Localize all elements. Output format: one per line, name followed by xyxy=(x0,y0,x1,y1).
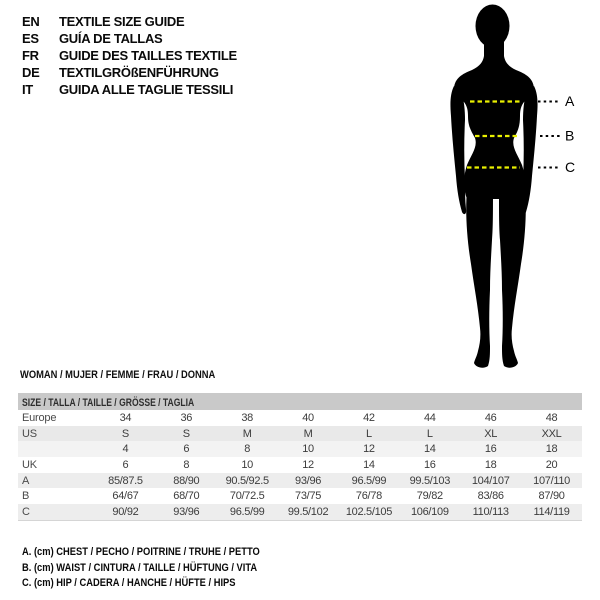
table-row xyxy=(18,426,582,442)
size-value: 104/107 xyxy=(471,474,510,487)
size-value: 93/96 xyxy=(173,505,200,518)
size-value: 40 xyxy=(302,411,314,424)
size-value: 96.5/99 xyxy=(229,505,265,518)
size-value: 106/109 xyxy=(410,505,449,518)
silhouette-left-leg xyxy=(466,190,493,368)
row-label: B xyxy=(22,490,30,503)
legend-waist: B. (cm) WAIST / CINTURA / TAILLE / HÜFTUNG / VITA xyxy=(22,561,258,574)
language-list xyxy=(22,13,237,98)
size-value: 88/90 xyxy=(173,474,200,487)
row-label: A xyxy=(22,474,30,487)
size-value: 6 xyxy=(183,443,190,456)
size-value: 4 xyxy=(122,443,129,456)
size-value: 93/96 xyxy=(295,474,322,487)
size-value: 36 xyxy=(180,411,193,424)
body-silhouette-figure xyxy=(420,0,600,380)
size-value: 76/78 xyxy=(355,490,382,503)
size-value: 87/90 xyxy=(538,490,565,503)
size-value: 44 xyxy=(423,411,436,424)
size-value: 107/110 xyxy=(533,474,570,487)
language-title: GUÍA DE TALLAS xyxy=(59,31,163,46)
size-value: 6 xyxy=(122,458,129,471)
table-row xyxy=(18,473,582,489)
size-table xyxy=(18,393,582,521)
woman-section-title: WOMAN / MUJER / FEMME / FRAU / DONNA xyxy=(20,369,216,381)
silhouette-left-arm xyxy=(450,86,466,214)
language-code: DE xyxy=(22,65,40,80)
size-value: 18 xyxy=(545,443,558,456)
size-value: 110/113 xyxy=(472,505,509,518)
language-title: GUIDA ALLE TAGLIE TESSILI xyxy=(59,82,234,97)
size-value: 73/75 xyxy=(295,490,322,503)
language-row-de xyxy=(22,64,237,81)
size-value: 70/72.5 xyxy=(229,490,265,503)
size-value: 12 xyxy=(302,458,314,471)
table-row xyxy=(18,410,582,426)
size-value: 85/87.5 xyxy=(108,474,143,487)
size-value: 99.5/102 xyxy=(287,505,329,518)
table-row xyxy=(18,457,582,473)
size-value: 14 xyxy=(363,458,375,471)
marker-label-b: B xyxy=(565,127,575,144)
language-code: ES xyxy=(22,31,39,46)
language-code: IT xyxy=(22,82,33,97)
size-value: M xyxy=(303,427,313,440)
legend-hip: C. (cm) HIP / CADERA / HANCHE / HÜFTE / HIPS xyxy=(22,577,236,589)
woman-silhouette xyxy=(450,5,537,368)
size-value: 102.5/105 xyxy=(345,505,393,518)
size-value: 18 xyxy=(484,458,497,471)
size-value: 12 xyxy=(363,443,375,456)
size-value: 10 xyxy=(241,458,253,471)
table-header-title: SIZE / TALLA / TAILLE / GRÖSSE / TAGLIA xyxy=(22,397,195,409)
table-row xyxy=(18,504,582,521)
size-value: 48 xyxy=(545,411,558,424)
size-value: L xyxy=(366,427,372,440)
size-value: 10 xyxy=(302,443,314,456)
row-label: Europe xyxy=(22,411,57,424)
size-value: XXL xyxy=(541,427,562,440)
language-title: TEXTILGRÖßENFÜHRUNG xyxy=(59,65,219,80)
marker-label-a: A xyxy=(565,93,575,109)
size-value: 34 xyxy=(119,411,132,424)
size-value: 114/119 xyxy=(533,505,570,518)
language-code: FR xyxy=(22,48,39,63)
size-value: 16 xyxy=(423,458,436,471)
language-row-it xyxy=(22,81,237,98)
table-header-band xyxy=(18,393,582,410)
marker-label-c: C xyxy=(565,159,576,175)
size-value: 68/70 xyxy=(173,490,200,503)
size-value: M xyxy=(242,427,252,440)
language-row-en xyxy=(22,13,237,30)
table-body xyxy=(18,410,582,521)
silhouette-right-leg xyxy=(499,190,526,368)
size-value: 79/82 xyxy=(416,490,443,503)
size-value: 96.5/99 xyxy=(351,474,387,487)
language-code: EN xyxy=(22,14,40,29)
language-row-fr xyxy=(22,47,237,64)
legend-chest: A. (cm) CHEST / PECHO / POITRINE / TRUHE / PETTO xyxy=(22,546,260,558)
size-value: 16 xyxy=(484,443,497,456)
table-row xyxy=(18,441,582,457)
size-value: 8 xyxy=(244,443,251,456)
size-value: 64/67 xyxy=(112,490,139,503)
silhouette-svg xyxy=(420,0,600,380)
size-value: L xyxy=(426,427,433,440)
size-value: 83/86 xyxy=(477,490,504,503)
table-row xyxy=(18,488,582,504)
size-value: 90.5/92.5 xyxy=(225,474,269,487)
size-value: S xyxy=(121,427,129,440)
size-value: 42 xyxy=(363,411,375,424)
language-title: TEXTILE SIZE GUIDE xyxy=(59,14,185,29)
size-value: 14 xyxy=(423,443,436,456)
size-value: XL xyxy=(484,427,498,440)
size-value: 20 xyxy=(545,458,558,471)
row-label: US xyxy=(22,427,37,440)
silhouette-torso xyxy=(454,40,534,199)
size-value: 99.5/103 xyxy=(409,474,451,487)
size-value: 46 xyxy=(484,411,497,424)
size-value: S xyxy=(182,427,190,440)
row-label: UK xyxy=(22,458,37,471)
language-row-es xyxy=(22,30,237,47)
measurement-legend xyxy=(22,545,302,592)
size-value: 38 xyxy=(241,411,253,424)
row-label: C xyxy=(22,505,30,518)
size-value: 8 xyxy=(183,458,190,471)
size-value: 90/92 xyxy=(112,505,139,518)
language-title: GUIDE DES TAILLES TEXTILE xyxy=(59,48,237,63)
